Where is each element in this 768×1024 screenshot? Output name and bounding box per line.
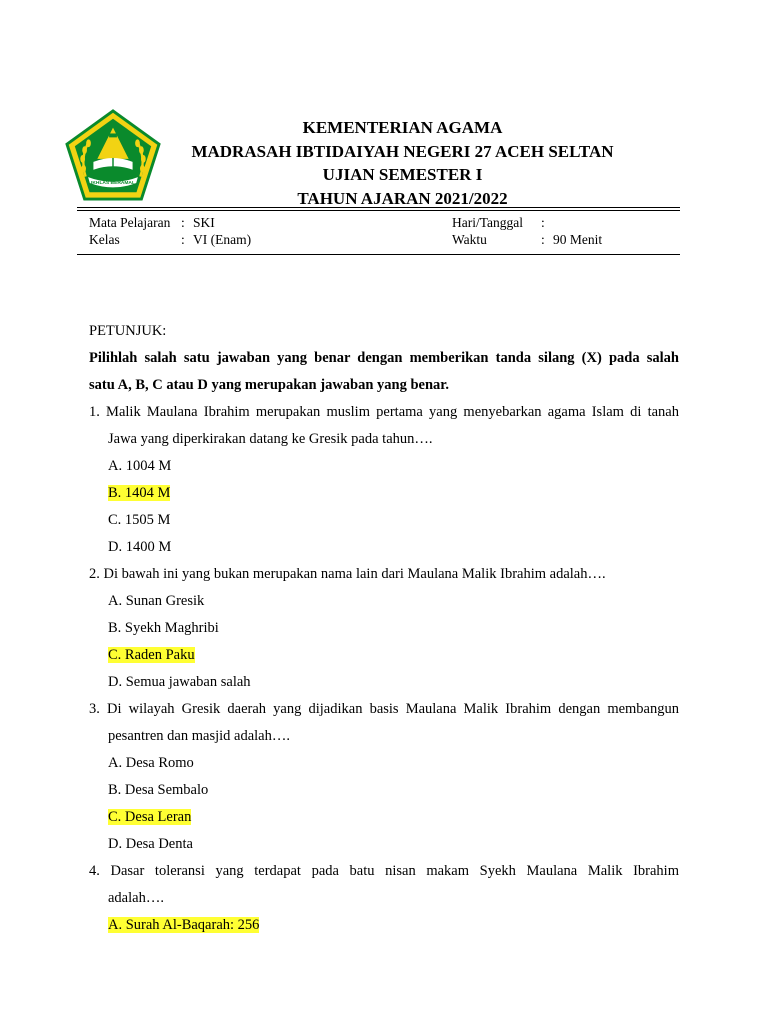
class-colon: :: [181, 232, 185, 247]
question-text: adalah….: [108, 890, 164, 906]
time-value: 90 Menit: [553, 232, 603, 247]
time-colon: :: [541, 232, 545, 247]
answer-option[interactable]: D. Desa Denta: [108, 836, 193, 852]
answer-option-highlighted[interactable]: C. Desa Leran: [108, 809, 192, 825]
time-label: Waktu: [452, 232, 487, 247]
instructions-line: satu A, B, C atau D yang merupakan jawaban yang benar.: [89, 377, 450, 393]
subject-value: SKI: [193, 215, 215, 230]
answer-option[interactable]: D. 1400 M: [108, 539, 172, 555]
day-colon: :: [541, 215, 545, 230]
answer-option[interactable]: B. Syekh Maghribi: [108, 620, 219, 636]
exam-content: [89, 318, 679, 939]
instructions-line: Pilihlah salah satu jawaban yang benar dengan memberikan tanda silang (X) pada salah: [89, 350, 679, 366]
kemenag-logo: [64, 108, 162, 202]
class-value: VI (Enam): [193, 232, 252, 247]
header-divider: [77, 210, 680, 211]
subject-label: Mata Pelajaran: [89, 215, 171, 230]
answer-option-highlighted[interactable]: A. Surah Al-Baqarah: 256: [108, 917, 260, 933]
answer-option[interactable]: A. 1004 M: [108, 458, 172, 474]
answer-option-highlighted[interactable]: C. Raden Paku: [108, 647, 195, 663]
exam-name: UJIAN SEMESTER I: [322, 165, 483, 184]
info-divider: [77, 254, 680, 255]
answer-option[interactable]: C. 1505 M: [108, 512, 171, 528]
question-text: 2. Di bawah ini yang bukan merupakan nama lain dari Maulana Malik Ibrahim adalah….: [89, 566, 606, 582]
question-text: pesantren dan masjid adalah….: [108, 728, 290, 744]
school-name: MADRASAH IBTIDAIYAH NEGERI 27 ACEH SELTAN: [191, 141, 614, 161]
instructions-heading: PETUNJUK:: [89, 323, 167, 339]
question-text: Jawa yang diperkirakan datang ke Gresik pada tahun….: [108, 431, 433, 447]
header-divider: [77, 207, 680, 208]
subject-colon: :: [181, 215, 185, 230]
svg-text:IKHLAS BERAMAL: IKHLAS BERAMAL: [91, 180, 135, 186]
answer-option[interactable]: D. Semua jawaban salah: [108, 674, 251, 690]
answer-option[interactable]: B. Desa Sembalo: [108, 782, 209, 798]
ministry-name: KEMENTERIAN AGAMA: [302, 118, 503, 137]
day-label: Hari/Tanggal: [452, 215, 524, 230]
answer-option-highlighted[interactable]: B. 1404 M: [108, 485, 171, 501]
question-text: 3. Di wilayah Gresik daerah yang dijadikan basis Maulana Malik Ibrahim dengan membangun: [89, 701, 679, 717]
question-text: 1. Malik Maulana Ibrahim merupakan muslim pertama yang menyebarkan agama Islam di tanah: [89, 404, 679, 420]
answer-option[interactable]: A. Desa Romo: [108, 755, 194, 771]
class-label: Kelas: [89, 232, 120, 247]
header-title: [160, 116, 645, 210]
answer-option[interactable]: A. Sunan Gresik: [108, 593, 205, 609]
academic-year: TAHUN AJARAN 2021/2022: [297, 188, 508, 208]
question-text: 4. Dasar toleransi yang terdapat pada batu nisan makam Syekh Maulana Malik Ibrahim: [89, 863, 679, 879]
